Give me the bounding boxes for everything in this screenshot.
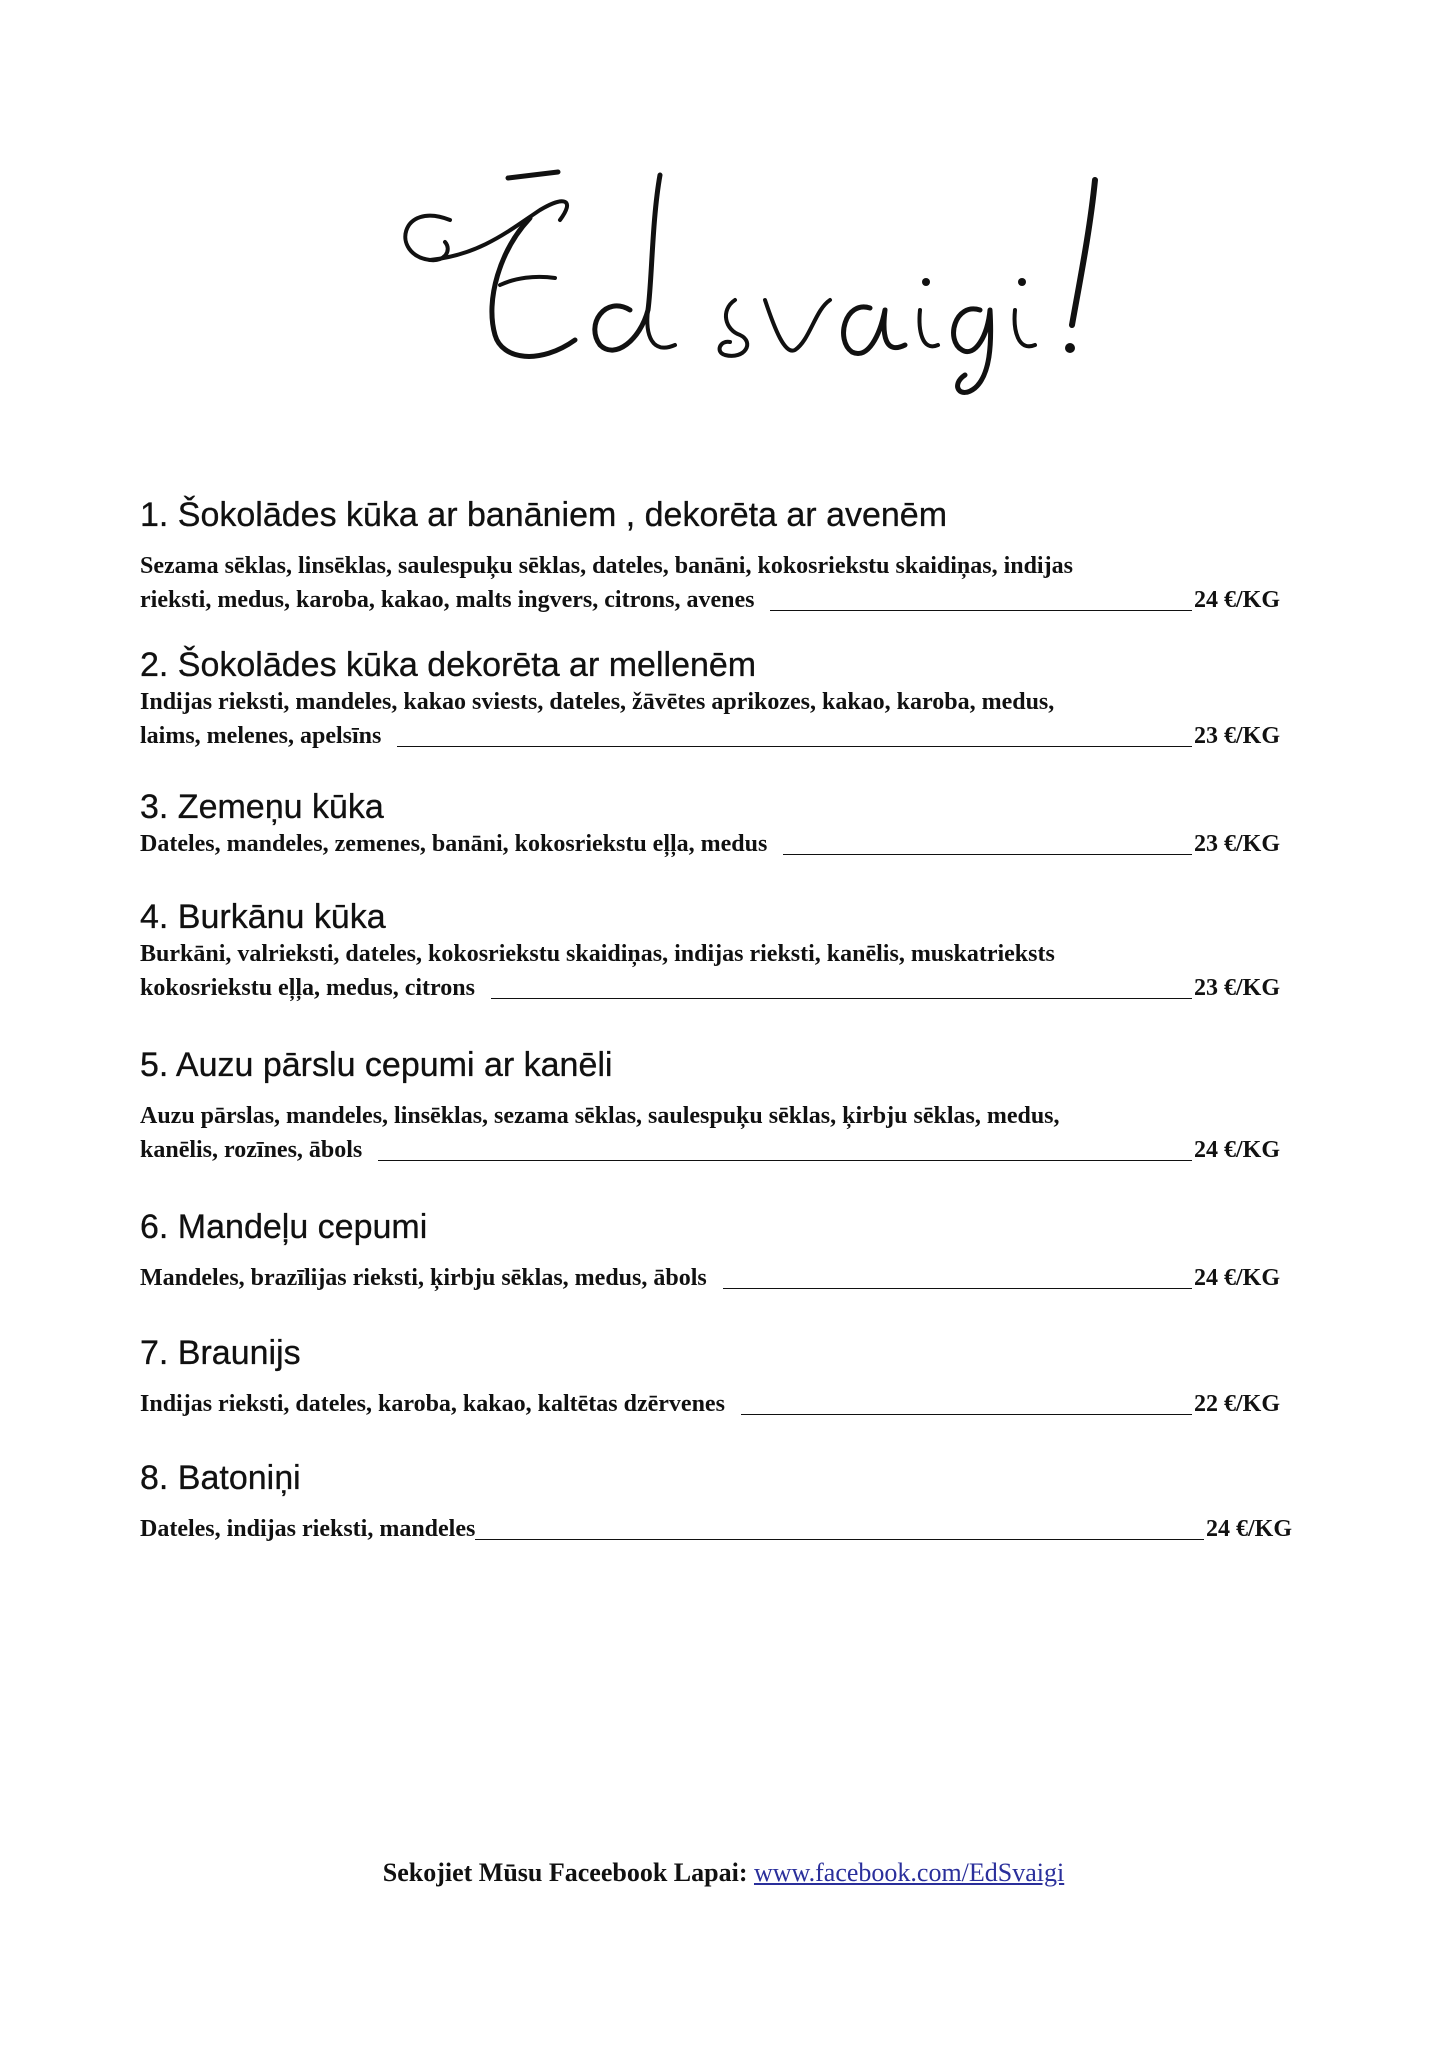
item-price: 23 €/KG [1193,975,1280,1001]
leader-line [741,1413,1192,1415]
menu-item [140,1045,1290,1207]
item-title: 6. Mandeļu cepumi [140,1208,428,1246]
menu-item [140,787,1290,897]
item-price: 24 €/KG [1193,1137,1280,1163]
item-price-row [140,1512,1292,1546]
menu-item [140,495,1290,645]
item-description: Indijas rieksti, mandeles, kakao sviests, dateles, žāvētes aprikozes, kakao, karoba, medus, [140,689,1055,715]
item-description: Auzu pārslas, mandeles, linsēklas, sezama sēklas, saulespuķu sēklas, ķirbju sēklas, medus, [140,1103,1060,1129]
leader-line [783,853,1192,855]
leader-line [475,1538,1204,1540]
item-description-end: laims, melenes, apelsīns [140,723,382,749]
item-title: 3. Zemeņu kūka [140,788,384,826]
item-price: 24 €/KG [1193,1265,1280,1291]
menu-list [140,495,1290,1568]
item-description: Mandeles, brazīlijas rieksti, ķirbju sēklas, medus, ābols [140,1265,707,1291]
leader-line [723,1287,1192,1289]
footer-label: Sekojiet Mūsu Faceebook Lapai: [382,1858,754,1887]
item-description: Sezama sēklas, linsēklas, saulespuķu sēklas, dateles, banāni, kokosriekstu skaidiņas, indijas [140,553,1073,579]
item-price-row [140,1261,1280,1295]
item-description: Burkāni, valrieksti, dateles, kokosriekstu skaidiņas, indijas rieksti, kanēlis, muskatrieksts [140,941,1055,967]
facebook-link[interactable]: www.facebook.com/EdSvaigi [753,1858,1065,1887]
item-title: 1. Šokolādes kūka ar banāniem , dekorēta ar avenēm [140,496,948,534]
item-price: 22 €/KG [1193,1391,1280,1417]
item-price: 24 €/KG [1205,1516,1292,1542]
item-title: 4. Burkānu kūka [140,898,386,936]
item-title: 5. Auzu pārslu cepumi ar kanēli [140,1046,613,1084]
item-description-end: kanēlis, rozīnes, ābols [140,1137,363,1163]
item-price: 23 €/KG [1193,723,1280,749]
item-price: 24 €/KG [1193,587,1280,613]
item-description: Indijas rieksti, dateles, karoba, kakao, kaltētas dzērvenes [140,1391,725,1417]
menu-item [140,897,1290,1045]
brand-logo [390,160,1110,400]
item-price-row [140,971,1280,1005]
menu-item [140,1458,1290,1568]
leader-line [491,997,1192,999]
item-description: Dateles, mandeles, zemenes, banāni, kokosriekstu eļļa, medus [140,831,768,857]
menu-item [140,1333,1290,1458]
leader-line [378,1159,1192,1161]
item-price-row [140,583,1280,617]
item-price-row [140,1133,1280,1167]
footer [0,1858,1447,1888]
item-description: Dateles, indijas rieksti, mandeles [140,1516,476,1542]
script-logo-graphic [390,160,1110,400]
item-title: 2. Šokolādes kūka dekorēta ar mellenēm [140,646,757,684]
item-price: 23 €/KG [1193,831,1280,857]
leader-line [770,609,1192,611]
leader-line [397,745,1192,747]
menu-item [140,1207,1290,1333]
item-price-row [140,719,1280,753]
item-title: 8. Batoniņi [140,1459,301,1497]
menu-item [140,645,1290,787]
item-price-row [140,1387,1280,1421]
item-title: 7. Braunijs [140,1334,301,1372]
item-description-end: kokosriekstu eļļa, medus, citrons [140,975,475,1001]
item-description-end: rieksti, medus, karoba, kakao, malts ingvers, citrons, avenes [140,587,755,613]
item-price-row [140,827,1280,861]
